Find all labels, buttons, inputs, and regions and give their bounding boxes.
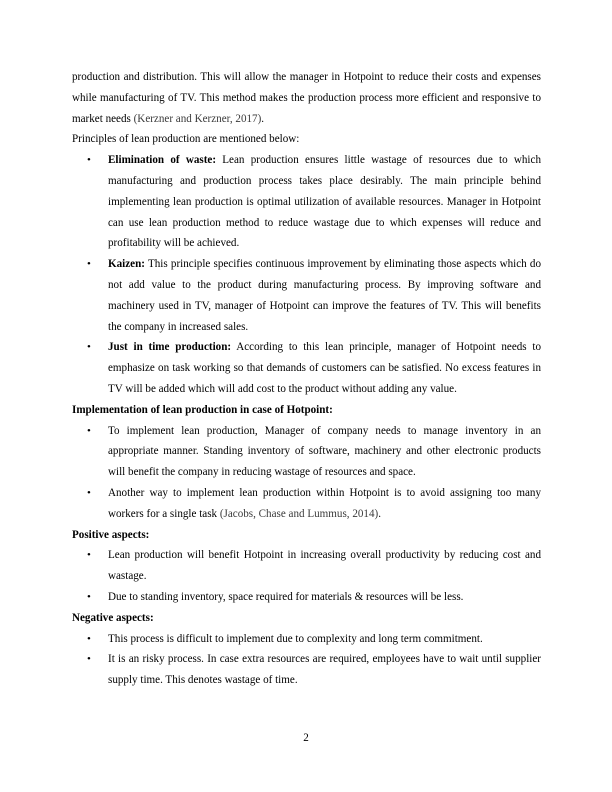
section-heading: Implementation of lean production in case of Hotpoint: — [72, 403, 333, 416]
term: Elimination of waste: — [108, 154, 217, 167]
bullet-icon: • — [87, 258, 91, 271]
list-item: • Kaizen: This principle specifies continuous improvement by eliminating those aspects which do not add value to the product during manufacturing process. By improving software and machinery used in TV, manager of Hotpoint can improve the features of TV. This will benefits the company in increased sales. — [72, 254, 541, 337]
bullet-icon: • — [87, 653, 91, 666]
list-item: • Elimination of waste: Lean production ensures little wastage of resources due to which manufacturing and production process takes place desirably. The main principle behind implementing lean production is optimal utilization of available resources. Manager in Hotpoint can use lean production method to reduce wastage due to which expenses will reduce and profitability will be achieved. — [72, 150, 541, 254]
bullet-icon: • — [87, 341, 91, 354]
page-content — [72, 67, 541, 691]
list-item: • Lean production will benefit Hotpoint in increasing overall productivity by reducing cost and wastage. — [72, 545, 541, 587]
section-heading: Positive aspects: — [72, 528, 150, 541]
page-number: 2 — [303, 732, 309, 744]
positive-list — [72, 545, 541, 607]
principles-list — [72, 150, 541, 400]
bullet-icon: • — [87, 549, 91, 562]
intro-paragraph: production and distribution. This will allow the manager in Hotpoint to reduce their costs and expenses while manufacturing of TV. This method makes the production process more efficient and responsive to market needs (Kerzner and Kerzner, 2017). — [72, 71, 541, 125]
implementation-list — [72, 421, 541, 525]
bullet-icon: • — [87, 486, 91, 499]
list-item: • To implement lean production, Manager of company needs to manage inventory in an appropriate manner. Standing inventory of software, machinery and other electronic products will benefit the company in reducing wastage of resources and space. — [72, 421, 541, 483]
bullet-icon: • — [87, 154, 91, 167]
negative-list — [72, 629, 541, 691]
list-item: • Due to standing inventory, space required for materials & resources will be less. — [72, 587, 541, 608]
list-item: • It is an risky process. In case extra resources are required, employees have to wait until supplier supply time. This denotes wastage of time. — [72, 649, 541, 691]
list-item: • Another way to implement lean production within Hotpoint is to avoid assigning too many workers for a single task (Jacobs, Chase and Lummus, 2014). — [72, 483, 541, 525]
list-item: • This process is difficult to implement due to complexity and long term commitment. — [72, 629, 541, 650]
bullet-icon: • — [87, 632, 91, 645]
section-heading: Negative aspects: — [72, 611, 154, 624]
principles-lead: Principles of lean production are mentioned below: — [72, 133, 300, 146]
term: Kaizen: — [108, 258, 145, 271]
bullet-icon: • — [87, 590, 91, 603]
citation: (Kerzner and Kerzner, 2017) — [133, 112, 262, 125]
citation: (Jacobs, Chase and Lummus, 2014) — [219, 507, 379, 520]
list-item: • Just in time production: According to this lean principle, manager of Hotpoint needs to emphasize on task working so that demands of customers can be satisfied. No excess features in TV will be added which will add cost to the product without adding any value. — [72, 337, 541, 399]
bullet-icon: • — [87, 424, 91, 437]
term: Just in time production: — [108, 341, 232, 354]
